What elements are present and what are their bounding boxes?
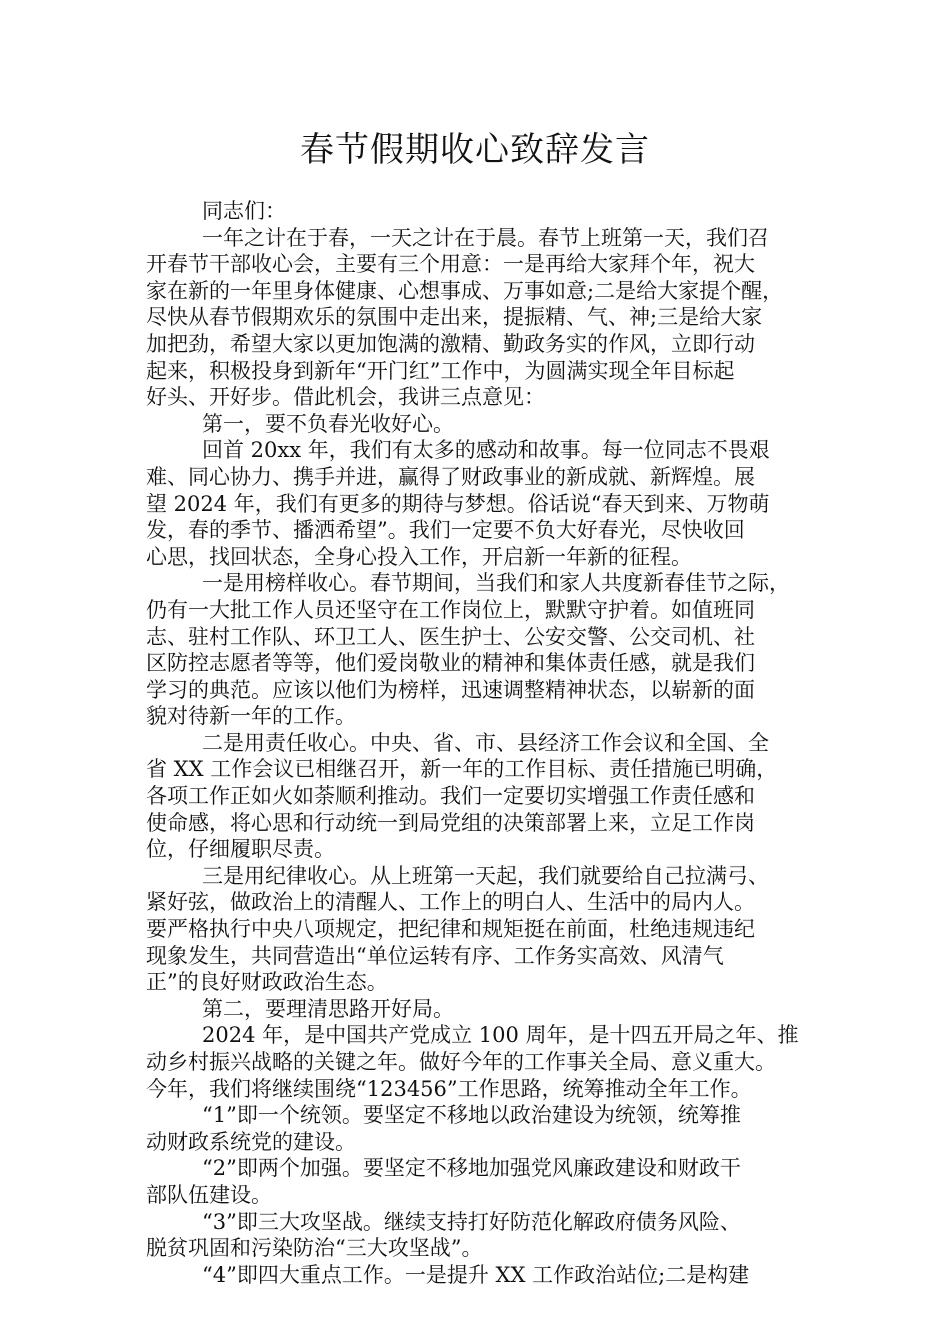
- paragraph-line: 紧好弦，做政治上的清醒人、工作上的明白人、生活中的局内人。: [146, 890, 755, 915]
- paragraph-line: 要严格执行中央八项规定，把纪律和规矩挺在前面，杜绝违规违纪: [146, 917, 755, 942]
- paragraph-line: 动乡村振兴战略的关键之年。做好今年的工作事关全局、意义重大。: [146, 1050, 776, 1074]
- paragraph-line: 现象发生，共同营造出“单位运转有序、工作务实高效、风清气: [146, 943, 724, 968]
- paragraph-line: 部队伍建设。: [146, 1182, 272, 1207]
- paragraph-line: 一年之计在于春，一天之计在于晨。春节上班第一天，我们召: [202, 225, 769, 250]
- paragraph-line: “3”即三大攻坚战。继续支持打好防范化解政府债务风险、: [202, 1209, 741, 1234]
- paragraph-line: 仍有一大批工作人员还坚守在工作岗位上，默默守护着。如值班同: [146, 597, 755, 622]
- paragraph-line: 加把劲，希望大家以更加饱满的激精、勤政务实的作风，立即行动: [146, 331, 755, 356]
- paragraph-line: “4”即四大重点工作。一是提升 XX 工作政治站位;二是构建: [202, 1262, 750, 1287]
- paragraph-line: 区防控志愿者等等，他们爱岗敬业的精神和集体责任感，就是我们: [146, 651, 755, 676]
- paragraph-line: 正”的良好财政政治生态。: [146, 970, 388, 995]
- paragraph-line: 望 2024 年，我们有更多的期待与梦想。俗话说“春天到来、万物萌: [146, 491, 770, 516]
- paragraph-line: 貌对待新一年的工作。: [146, 704, 356, 729]
- paragraph-line: 发，春的季节、播洒希望”。我们一定要不负大好春光，尽快收回: [146, 518, 745, 543]
- paragraph-line: “2”即两个加强。要坚定不移地加强党风廉政建设和财政干: [202, 1156, 741, 1181]
- paragraph-line: 心思，找回状态，全身心投入工作，开启新一年新的征程。: [146, 544, 692, 569]
- paragraph-line: 脱贫巩固和污染防治“三大攻坚战”。: [146, 1236, 483, 1261]
- paragraph-line: 志、驻村工作队、环卫工人、医生护士、公安交警、公交司机、社: [146, 624, 755, 649]
- paragraph-line: 尽快从春节假期欢乐的氛围中走出来，提振精、气、神;三是给大家: [146, 305, 763, 330]
- paragraph-line: 位，仔细履职尽责。: [146, 837, 335, 862]
- paragraph-line: 动财政系统党的建设。: [146, 1129, 356, 1154]
- paragraph-line: 学习的典范。应该以他们为榜样，迅速调整精神状态，以崭新的面: [146, 677, 755, 702]
- document-title: 春节假期收心致辞发言: [300, 130, 650, 170]
- paragraph-line: 家在新的一年里身体健康、心想事成、万事如意;二是给大家提个醒，: [146, 278, 784, 303]
- paragraph-line: 各项工作正如火如荼顺利推动。我们一定要切实增强工作责任感和: [146, 784, 755, 809]
- paragraph-line: “1”即一个统领。要坚定不移地以政治建设为统领，统筹推: [202, 1103, 741, 1128]
- paragraph-line: 同志们：: [202, 199, 286, 223]
- paragraph-line: 三是用纪律收心。从上班第一天起，我们就要给自己拉满弓、: [202, 863, 769, 888]
- paragraph-line: 今年，我们将继续围绕“123456”工作思路，统筹推动全年工作。: [146, 1076, 752, 1101]
- paragraph-line: 省 XX 工作会议已相继召开，新一年的工作目标、责任措施已明确，: [146, 757, 778, 782]
- paragraph-line: 2024 年，是中国共产党成立 100 周年，是十四五开局之年、推: [202, 1023, 799, 1048]
- document-body: [146, 198, 836, 1288]
- paragraph-line: 二是用责任收心。中央、省、市、县经济工作会议和全国、全: [202, 730, 769, 755]
- paragraph-line: 回首 20xx 年，我们有太多的感动和故事。每一位同志不畏艰: [202, 438, 770, 463]
- paragraph-line: 使命感，将心思和行动统一到局党组的决策部署上来，立足工作岗: [146, 810, 755, 835]
- paragraph-line: 好头、开好步。借此机会，我讲三点意见：: [146, 385, 545, 410]
- paragraph-line: 起来，积极投身到新年“开门红”工作中，为圆满实现全年目标起: [146, 358, 735, 383]
- paragraph-line: 一是用榜样收心。春节期间，当我们和家人共度新春佳节之际，: [202, 571, 790, 596]
- paragraph-line: 第二，要理清思路开好局。: [202, 996, 454, 1021]
- paragraph-line: 难、同心协力、携手并进，赢得了财政事业的新成就、新辉煌。展: [146, 464, 755, 489]
- paragraph-line: 开春节干部收心会，主要有三个用意：一是再给大家拜个年，祝大: [146, 252, 755, 277]
- paragraph-line: 第一，要不负春光收好心。: [202, 411, 454, 436]
